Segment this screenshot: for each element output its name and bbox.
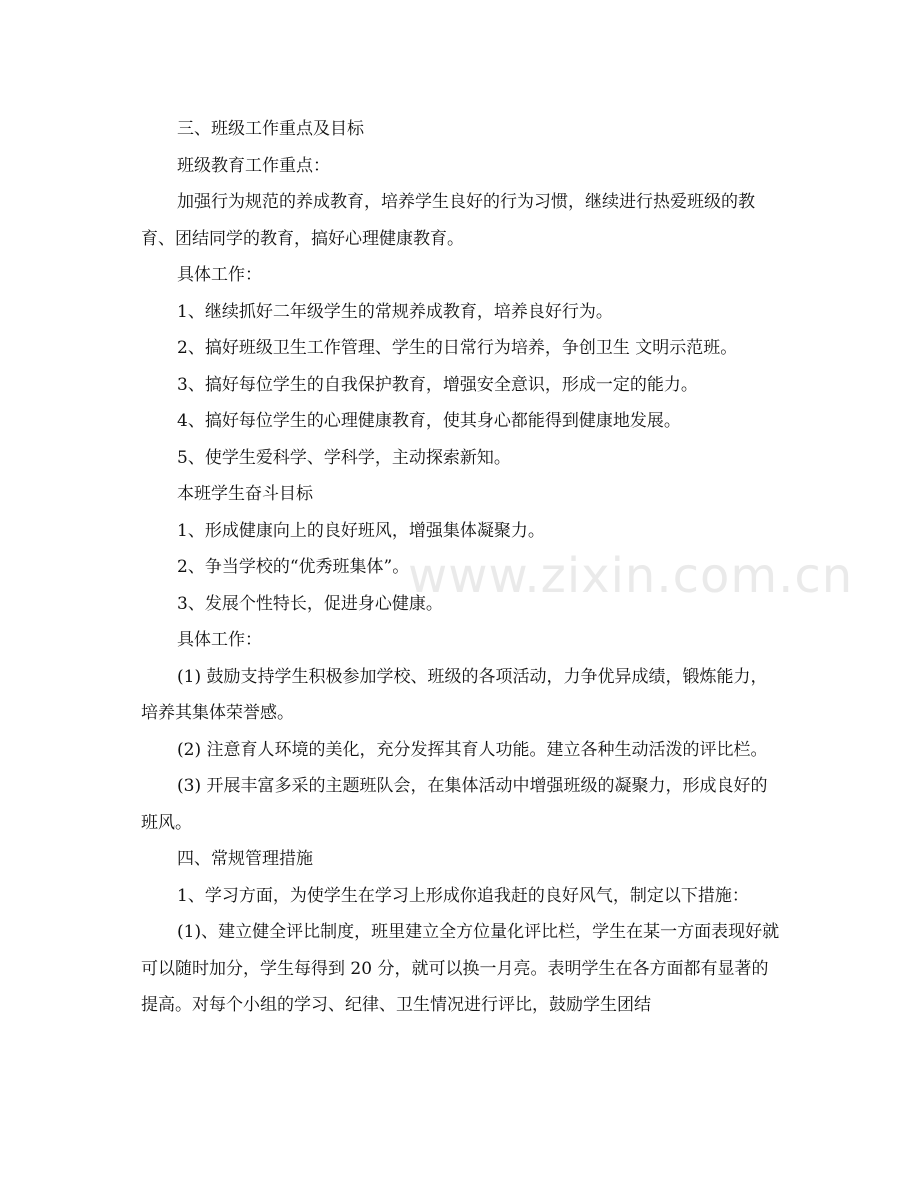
list-item: 2、搞好班级卫生工作管理、学生的日常行为培养，争创卫生 文明示范班。 <box>177 338 738 358</box>
list-item: (2) 注意育人环境的美化，充分发挥其育人功能。建立各种生动活泼的评比栏。 <box>177 739 768 760</box>
subheading: 具体工作： <box>177 265 262 285</box>
subheading: 本班学生奋斗目标 <box>177 484 313 504</box>
list-item: 1、学习方面，为使学生在学习上形成你追我赶的良好风气，制定以下措施： <box>177 885 749 906</box>
watermark-text: www.zixin.com.cn <box>408 548 854 604</box>
list-item: 3、发展个性特长，促进身心健康。 <box>177 593 443 614</box>
list-item: 3、搞好每位学生的自我保护教育，增强安全意识，形成一定的能力。 <box>177 374 698 395</box>
section-heading: 四、常规管理措施 <box>177 849 313 869</box>
list-item: 5、使学生爱科学、学科学，主动探索新知。 <box>177 447 511 468</box>
list-item: 4、搞好每位学生的心理健康教育，使其身心都能得到健康地发展。 <box>177 411 681 431</box>
paragraph: 加强行为规范的养成教育，培养学生良好的行为习惯，继续进行热爱班级的教育、团结同学的教育，搞好心理健康教育。 <box>141 192 755 249</box>
list-item: 2、争当学校的“优秀班集体”。 <box>177 557 410 577</box>
list-item: (1) 鼓励支持学生积极参加学校、班级的各项活动，力争优异成绩，锻炼能力，培养其集体荣誉感。 <box>141 666 768 723</box>
list-item: (3) 开展丰富多采的主题班队会，在集体活动中增强班级的凝聚力，形成良好的班风。 <box>141 776 768 833</box>
list-item: (1)、建立健全评比制度，班里建立全方位量化评比栏，学生在某一方面表现好就可以随时加分，学生每得到 20 分，就可以换一月亮。表明学生在各方面都有显著的提高。对每个小组的学习、纪律、卫生情况进行评比，鼓励学生团结 <box>141 922 780 1015</box>
subheading: 具体工作： <box>177 630 262 650</box>
list-item: 1、继续抓好二年级学生的常规养成教育，培养良好行为。 <box>177 301 613 322</box>
section-heading: 三、班级工作重点及目标 <box>177 119 364 139</box>
list-item: 1、形成健康向上的良好班风，增强集体凝聚力。 <box>177 520 545 541</box>
document-body <box>141 111 781 1024</box>
subheading: 班级教育工作重点： <box>177 155 330 176</box>
